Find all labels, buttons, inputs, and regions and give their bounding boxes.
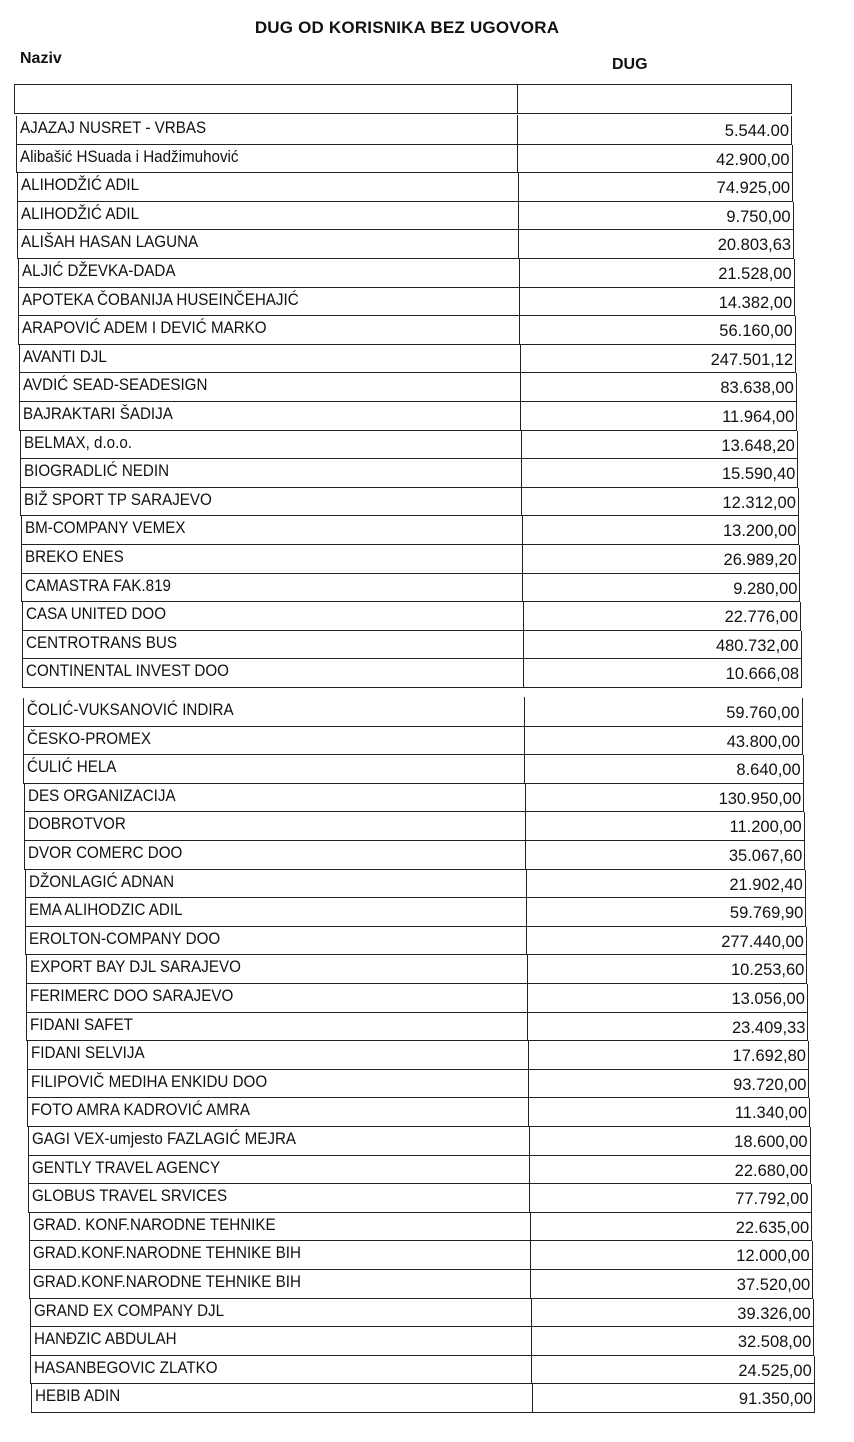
table-row — [29, 1270, 813, 1299]
column-divider — [526, 897, 527, 926]
table-row — [18, 288, 795, 317]
column-divider — [523, 630, 524, 659]
client-name-cell: CENTROTRANS BUS — [25, 633, 177, 652]
column-divider — [526, 869, 527, 898]
client-name-cell: DŽONLAGIĆ ADNAN — [28, 872, 174, 891]
column-divider — [517, 144, 518, 173]
table-row — [28, 1156, 811, 1185]
debt-amount-cell: 83.638,00 — [720, 379, 794, 398]
column-divider — [523, 601, 524, 630]
client-name-cell: GRAND EX COMPANY DJL — [33, 1301, 224, 1320]
client-name-cell: AJAZAJ NUSRET - VRBAS — [20, 119, 207, 137]
column-divider — [520, 401, 521, 430]
column-divider — [529, 1155, 530, 1184]
column-divider — [522, 544, 523, 573]
table-row — [21, 545, 800, 574]
table-row — [25, 898, 806, 927]
debt-amount-cell: 93.720,00 — [733, 1075, 807, 1094]
client-name-cell: GRAD.KONF.NARODNE TEHNIKE BIH — [32, 1244, 301, 1263]
debt-amount-cell: 91.350,00 — [738, 1390, 813, 1409]
table-row — [29, 1241, 813, 1270]
table-row — [21, 574, 800, 603]
debt-amount-cell: 11.964,00 — [722, 408, 795, 426]
debt-amount-cell: 32.508,00 — [737, 1333, 812, 1352]
empty-header-row — [14, 84, 792, 114]
client-name-cell: ALIHODŽIĆ ADIL — [20, 176, 139, 195]
table-row — [30, 1299, 814, 1328]
debt-amount-cell: 26.989,20 — [723, 551, 797, 569]
column-divider — [525, 783, 526, 812]
column-divider — [527, 954, 528, 983]
client-name-cell: FIDANI SELVIJA — [30, 1044, 145, 1063]
debt-amount-cell: 11.340,00 — [734, 1104, 808, 1123]
table-row — [31, 1384, 816, 1413]
debt-amount-cell: 43.800,00 — [726, 732, 801, 751]
debt-amount-cell: 22.635,00 — [735, 1218, 810, 1237]
table-row — [30, 1356, 815, 1385]
debt-amount-cell: 77.792,00 — [735, 1190, 809, 1209]
table-row — [20, 431, 798, 460]
debt-amount-cell: 74.925,00 — [716, 179, 791, 198]
column-divider — [528, 1069, 529, 1098]
table-row — [21, 516, 800, 545]
table-row — [19, 402, 797, 431]
column-divider — [522, 515, 523, 544]
table-row — [23, 755, 803, 784]
debt-amount-cell: 42.900,00 — [716, 150, 790, 169]
table-row — [18, 259, 795, 288]
table-row — [27, 1070, 810, 1099]
column-divider — [517, 85, 518, 113]
debt-amount-cell: 480.732,00 — [715, 636, 799, 655]
client-name-cell: GAGI VEX-umjesto FAZLAGIĆ MEJRA — [31, 1130, 296, 1148]
column-divider — [528, 1097, 529, 1126]
client-name-cell: APOTEKA ČOBANIJA HUSEINČEHAJIĆ — [21, 290, 299, 309]
debt-amount-cell: 37.520,00 — [736, 1276, 811, 1294]
column-divider — [521, 430, 522, 459]
client-name-cell: CASA UNITED DOO — [25, 605, 166, 624]
column-divider — [531, 1326, 532, 1355]
client-name-cell: ČOLIĆ-VUKSANOVIĆ INDIRA — [26, 701, 234, 719]
debt-amount-cell: 39.326,00 — [737, 1304, 811, 1323]
client-name-cell: CAMASTRA FAK.819 — [25, 576, 172, 595]
client-name-cell: FOTO AMRA KADROVIĆ AMRA — [31, 1101, 251, 1120]
debt-amount-cell: 10.666,08 — [725, 665, 800, 684]
client-name-cell: GLOBUS TRAVEL SRVICES — [32, 1187, 228, 1206]
client-name-cell: CONTINENTAL INVEST DOO — [26, 662, 230, 681]
debt-amount-cell: 10.253,60 — [730, 961, 805, 980]
client-name-cell: GENTLY TRAVEL AGENCY — [31, 1158, 221, 1177]
column-divider — [531, 1355, 532, 1384]
column-divider — [526, 926, 527, 955]
client-name-cell: ALIŠAH HASAN LAGUNA — [21, 233, 199, 252]
table-row — [26, 1013, 808, 1042]
column-divider — [530, 1240, 531, 1269]
client-name-cell: ALIHODŽIĆ ADIL — [20, 204, 140, 223]
debt-amount-cell: 13.056,00 — [731, 990, 805, 1008]
client-name-cell: EROLTON-COMPANY DOO — [29, 929, 221, 948]
table-row — [16, 145, 792, 174]
client-name-cell: FILIPOVIČ MEDIHA ENKIDU DOO — [30, 1072, 268, 1091]
column-divider — [517, 115, 518, 144]
table-row — [26, 984, 808, 1013]
column-divider — [527, 1012, 528, 1041]
debt-amount-cell: 22.680,00 — [734, 1161, 809, 1180]
page-title: DUG OD KORISNIKA BEZ UGOVORA — [254, 18, 560, 37]
client-name-cell: BREKO ENES — [24, 548, 124, 566]
client-name-cell: BIŽ SPORT TP SARAJEVO — [24, 490, 213, 509]
client-name-cell: DOBROTVOR — [27, 815, 126, 834]
client-name-cell: Alibašić HSuada i Hadžimuhović — [20, 147, 239, 166]
client-name-cell: DVOR COMERC DOO — [28, 844, 183, 862]
debt-amount-cell: 5.544.00 — [724, 122, 789, 140]
column-divider — [524, 726, 525, 755]
table-row — [28, 1184, 811, 1213]
table-row — [17, 202, 794, 231]
column-divider — [530, 1212, 531, 1241]
client-name-cell: BIOGRADLIĆ NEDIN — [23, 462, 170, 481]
debt-amount-cell: 11.200,00 — [729, 818, 802, 837]
debt-amount-cell: 59.769,90 — [729, 904, 804, 923]
client-name-cell: FIDANI SAFET — [30, 1015, 134, 1034]
debt-amount-cell: 56.160,00 — [719, 322, 793, 341]
table-row — [29, 1213, 813, 1242]
client-name-cell: ALJIĆ DŽEVKA-DADA — [21, 262, 176, 280]
column-divider — [529, 1126, 530, 1155]
client-name-cell: HANĐZIC ABDULAH — [33, 1330, 177, 1349]
table-row — [22, 631, 802, 660]
table-row — [17, 173, 793, 202]
table-row — [30, 1327, 814, 1356]
client-name-cell: BELMAX, d.o.o. — [23, 433, 132, 452]
debt-amount-cell: 9.750,00 — [726, 207, 791, 226]
debt-amount-cell: 17.692,80 — [732, 1047, 806, 1066]
column-divider — [525, 811, 526, 840]
debt-amount-cell: 18.600,00 — [734, 1133, 808, 1151]
column-divider — [519, 315, 520, 344]
client-name-cell: BM-COMPANY VEMEX — [24, 519, 186, 538]
debt-amount-cell: 247.501,12 — [710, 350, 794, 369]
table-row — [22, 602, 801, 631]
column-divider — [530, 1269, 531, 1298]
table-row — [17, 230, 794, 259]
client-name-cell: EXPORT BAY DJL SARAJEVO — [29, 958, 241, 977]
table-row — [22, 659, 802, 688]
client-name-cell: ARAPOVIĆ ADEM I DEVIĆ MARKO — [22, 319, 267, 338]
table-row — [24, 812, 805, 841]
column-divider — [528, 1040, 529, 1069]
column-divider — [520, 344, 521, 373]
table-row — [20, 488, 799, 517]
column-divider — [519, 287, 520, 316]
table-row — [19, 345, 797, 374]
debt-amount-cell: 59.760,00 — [726, 704, 800, 722]
column-divider — [527, 983, 528, 1012]
table-row — [25, 870, 806, 899]
client-name-cell: BAJRAKTARI ŠADIJA — [23, 405, 174, 423]
client-name-cell: ĆULIĆ HELA — [27, 758, 117, 777]
column-divider — [518, 229, 519, 258]
column-divider — [519, 258, 520, 287]
debt-amount-cell: 13.648,20 — [721, 436, 795, 455]
debt-amount-cell: 13.200,00 — [723, 522, 797, 541]
column-divider — [525, 840, 526, 869]
column-divider — [524, 697, 525, 726]
column-header-name: Naziv — [20, 50, 62, 67]
column-divider — [518, 201, 519, 230]
column-header-debt: DUG — [612, 56, 648, 73]
debt-amount-cell: 21.528,00 — [718, 265, 792, 283]
table-row — [24, 841, 805, 870]
table-row — [23, 727, 803, 756]
client-name-cell: DES ORGANIZACIJA — [27, 786, 176, 805]
client-name-cell: EMA ALIHODZIC ADIL — [28, 901, 183, 920]
table-row — [18, 316, 795, 345]
debt-amount-cell: 12.312,00 — [722, 493, 796, 512]
table-row — [23, 698, 803, 727]
debt-amount-cell: 20.803,63 — [717, 236, 792, 255]
column-divider — [532, 1383, 533, 1412]
table-row — [27, 1041, 809, 1070]
table-row — [27, 1098, 810, 1127]
column-divider — [529, 1183, 530, 1212]
client-name-cell: AVDIĆ SEAD-SEADESIGN — [22, 376, 208, 395]
debt-amount-cell: 35.067,60 — [728, 847, 803, 865]
debt-amount-cell: 9.280,00 — [733, 579, 798, 598]
table-row — [19, 373, 797, 402]
table-row — [28, 1127, 811, 1156]
debt-amount-cell: 22.776,00 — [724, 608, 798, 627]
column-divider — [521, 487, 522, 516]
client-name-cell: GRAD. KONF.NARODNE TEHNIKE — [32, 1215, 276, 1234]
column-divider — [524, 754, 525, 783]
client-name-cell: HEBIB ADIN — [34, 1387, 120, 1406]
table-row — [16, 116, 792, 145]
column-divider — [521, 458, 522, 487]
table-row — [25, 927, 807, 956]
client-name-cell: GRAD.KONF.NARODNE TEHNIKE BIH — [33, 1273, 302, 1291]
column-divider — [518, 172, 519, 201]
column-divider — [520, 372, 521, 401]
debt-amount-cell: 23.409,33 — [732, 1018, 806, 1037]
table-row — [20, 459, 798, 488]
client-name-cell: FERIMERC DOO SARAJEVO — [29, 987, 234, 1005]
debt-amount-cell: 130.950,00 — [718, 789, 802, 808]
debt-amount-cell: 14.382,00 — [718, 293, 793, 312]
client-name-cell: ČESKO-PROMEX — [26, 729, 151, 748]
debt-amount-cell: 277.440,00 — [721, 932, 804, 951]
debt-amount-cell: 12.000,00 — [736, 1247, 810, 1266]
client-name-cell: AVANTI DJL — [22, 347, 107, 366]
table-row — [26, 955, 808, 984]
column-divider — [522, 573, 523, 602]
column-divider — [531, 1298, 532, 1327]
debt-amount-cell: 21.902,40 — [729, 875, 803, 894]
debt-amount-cell: 24.525,00 — [738, 1361, 812, 1380]
client-name-cell: HASANBEGOVIC ZLATKO — [34, 1358, 218, 1377]
debt-amount-cell: 15.590,40 — [721, 465, 796, 484]
column-divider — [523, 658, 524, 687]
table-row — [24, 784, 805, 813]
debt-amount-cell: 8.640,00 — [736, 761, 801, 780]
